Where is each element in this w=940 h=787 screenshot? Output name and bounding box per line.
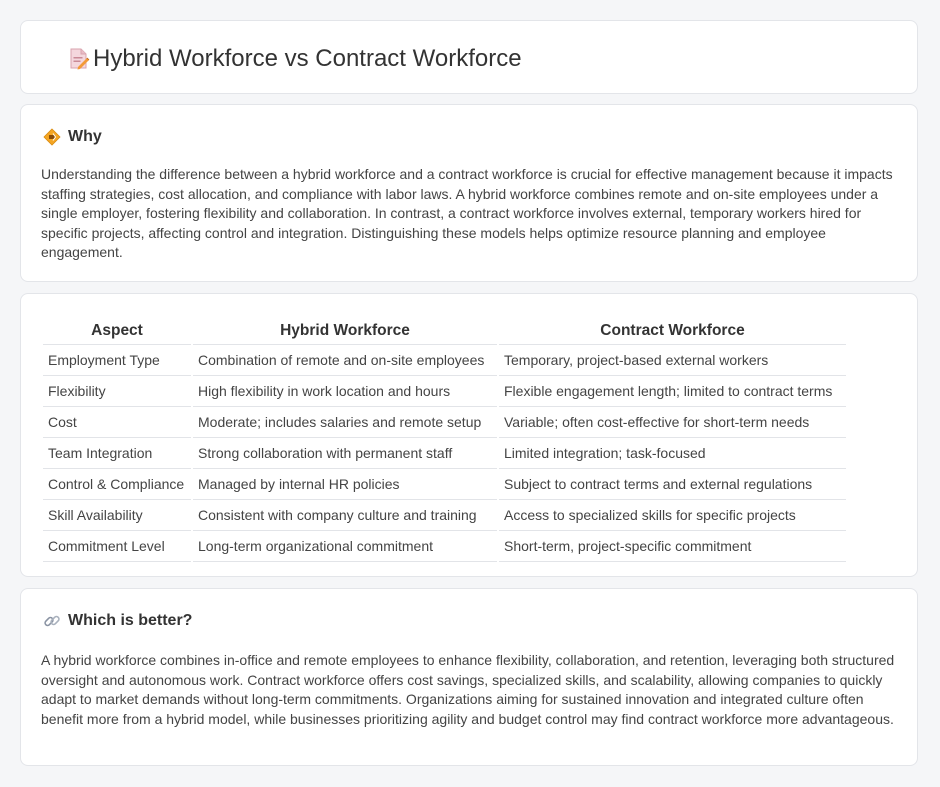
table-row <box>43 438 846 469</box>
which-is-better-heading: Which is better? <box>68 612 193 629</box>
aspect-cell: Cost <box>43 407 191 438</box>
table-row <box>43 469 846 500</box>
comparison-card <box>20 293 918 577</box>
comparison-table <box>41 314 848 562</box>
table-row <box>43 376 846 407</box>
column-header-aspect: Aspect <box>43 314 191 345</box>
aspect-cell: Flexibility <box>43 376 191 407</box>
hybrid-cell: Strong collaboration with permanent staff <box>193 438 497 469</box>
contract-cell: Flexible engagement length; limited to contract terms <box>499 376 846 407</box>
contract-cell: Subject to contract terms and external regulations <box>499 469 846 500</box>
page-title: Hybrid Workforce vs Contract Workforce <box>93 45 522 72</box>
column-header-contract: Contract Workforce <box>499 314 846 345</box>
aspect-cell: Control & Compliance <box>43 469 191 500</box>
hybrid-cell: Moderate; includes salaries and remote setup <box>193 407 497 438</box>
why-paragraph: Understanding the difference between a hybrid workforce and a contract workforce is crucial for effective management because it impacts staffing strategies, cost allocation, and compliance with labor laws. A hybrid workforce combines remote and on-site employees under a single employer, fostering flexibility and collaboration. In contrast, a contract workforce involves external, temporary workers hired for specific projects, affecting control and integration. Distinguishing these models helps optimize resource planning and employee engagement. <box>41 166 893 260</box>
hybrid-cell: Managed by internal HR policies <box>193 469 497 500</box>
column-header-hybrid: Hybrid Workforce <box>193 314 497 345</box>
aspect-cell: Commitment Level <box>43 531 191 562</box>
link-icon <box>43 612 61 630</box>
table-row <box>43 500 846 531</box>
contract-cell: Variable; often cost-effective for short-term needs <box>499 407 846 438</box>
title-card <box>20 20 918 94</box>
contract-cell: Access to specialized skills for specific projects <box>499 500 846 531</box>
hybrid-cell: High flexibility in work location and hours <box>193 376 497 407</box>
diamond-sign-icon <box>43 128 61 146</box>
hybrid-cell: Combination of remote and on-site employees <box>193 345 497 376</box>
hybrid-cell: Long-term organizational commitment <box>193 531 497 562</box>
hybrid-cell: Consistent with company culture and training <box>193 500 497 531</box>
which-is-better-paragraph: A hybrid workforce combines in-office and remote employees to enhance flexibility, collaboration, and retention, leveraging both structured oversight and autonomous work. Contract workforce offers cost savings, specialized skills, and scalability, allowing companies to quickly adapt to market demands without long-term commitments. Organizations aiming for sustained innovation and integrated culture often benefit more from a hybrid model, while businesses prioritizing agility and budget control may find contract workforce more advantageous. <box>41 652 895 727</box>
table-header-row <box>43 314 846 345</box>
aspect-cell: Skill Availability <box>43 500 191 531</box>
table-row <box>43 407 846 438</box>
aspect-cell: Team Integration <box>43 438 191 469</box>
aspect-cell: Employment Type <box>43 345 191 376</box>
document-pencil-icon <box>67 47 91 71</box>
contract-cell: Limited integration; task-focused <box>499 438 846 469</box>
which-is-better-section <box>20 588 918 766</box>
why-section <box>20 104 918 282</box>
why-heading: Why <box>68 128 102 145</box>
table-row <box>43 345 846 376</box>
table-row <box>43 531 846 562</box>
contract-cell: Short-term, project-specific commitment <box>499 531 846 562</box>
contract-cell: Temporary, project-based external workers <box>499 345 846 376</box>
